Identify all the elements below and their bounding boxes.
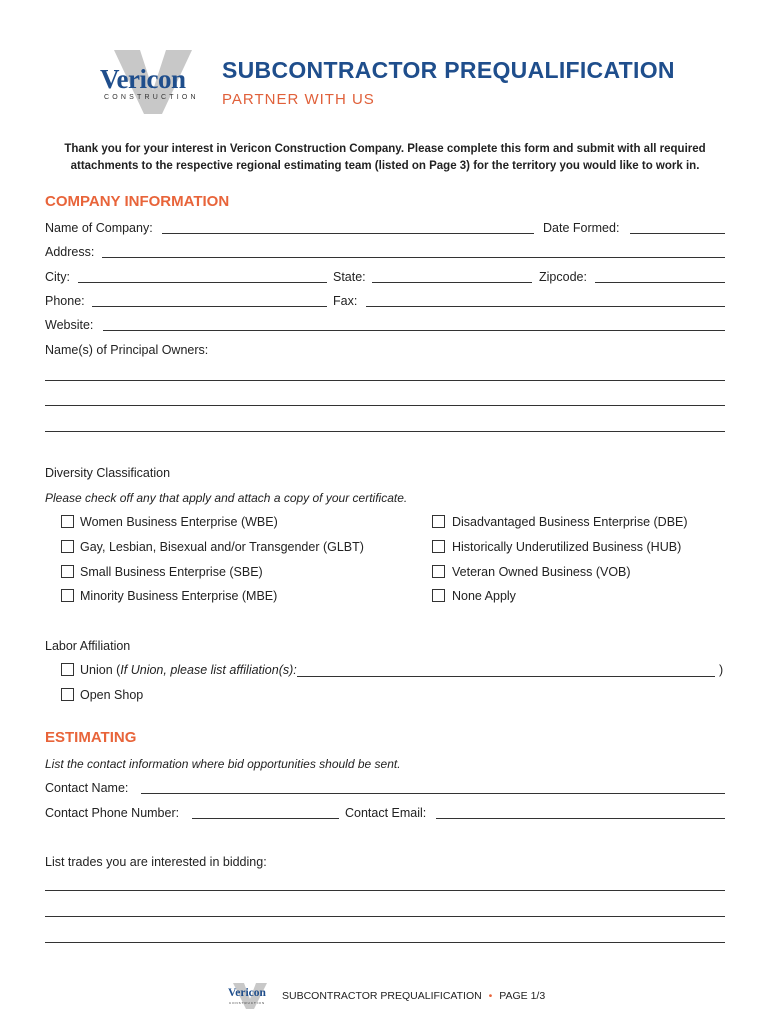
footer-page-number: PAGE 1/3 (499, 990, 546, 1002)
option-glbt-label: Gay, Lesbian, Bisexual and/or Transgender (GLBT) (80, 540, 364, 554)
checkbox-wbe[interactable] (61, 515, 74, 528)
logo-subtext: CONSTRUCTION (104, 94, 199, 101)
checkbox-open-shop[interactable] (61, 688, 74, 701)
labor-heading: Labor Affiliation (45, 639, 131, 653)
union-label-text: Union ( (80, 663, 121, 677)
checkbox-sbe[interactable] (61, 565, 74, 578)
contact-name-field[interactable] (141, 793, 725, 794)
union-label (80, 663, 297, 677)
zipcode-field[interactable] (595, 282, 725, 283)
footer-text (282, 990, 545, 1002)
checkbox-none-apply[interactable] (432, 589, 445, 602)
estimating-section-heading: ESTIMATING (45, 729, 137, 746)
trades-label: List trades you are interested in bidding: (45, 855, 267, 869)
intro-line-1: Thank you for your interest in Vericon Construction Company. Please complete this form and submit with all required (64, 143, 706, 155)
contact-phone-label: Contact Phone Number: (45, 806, 180, 820)
union-close-paren: ) (719, 663, 724, 677)
fax-label: Fax: (333, 294, 358, 308)
union-affiliation-field[interactable] (297, 676, 715, 677)
contact-phone-field[interactable] (192, 818, 339, 819)
company-name-field[interactable] (162, 233, 534, 234)
company-name-label: Name of Company: (45, 221, 153, 235)
footer-bullet: • (488, 990, 493, 1002)
date-formed-field[interactable] (630, 233, 725, 234)
checkbox-hub[interactable] (432, 540, 445, 553)
city-label: City: (45, 270, 70, 284)
phone-field[interactable] (92, 306, 327, 307)
vericon-logo (96, 48, 208, 116)
contact-email-field[interactable] (436, 818, 725, 819)
principal-owners-field-3[interactable] (45, 431, 725, 432)
union-hint: If Union, please list affiliation(s): (120, 663, 297, 677)
diversity-instruction: Please check off any that apply and attach a copy of your certificate. (45, 491, 408, 505)
contact-name-label: Contact Name: (45, 781, 129, 795)
option-sbe-label: Small Business Enterprise (SBE) (80, 565, 263, 579)
state-label: State: (333, 270, 366, 284)
checkbox-vob[interactable] (432, 565, 445, 578)
fax-field[interactable] (366, 306, 725, 307)
company-section-heading: COMPANY INFORMATION (45, 193, 230, 210)
footer-logo (226, 982, 274, 1010)
checkbox-mbe[interactable] (61, 589, 74, 602)
address-field[interactable] (102, 257, 725, 258)
trades-field-1[interactable] (45, 890, 725, 891)
principal-owners-field-1[interactable] (45, 380, 725, 381)
checkbox-union[interactable] (61, 663, 74, 676)
footer-logo-subtext: CONSTRUCTION (229, 1001, 266, 1005)
option-dbe-label: Disadvantaged Business Enterprise (DBE) (452, 515, 688, 529)
zipcode-label: Zipcode: (539, 270, 587, 284)
page-title: SUBCONTRACTOR PREQUALIFICATION (222, 57, 675, 83)
checkbox-glbt[interactable] (61, 540, 74, 553)
state-field[interactable] (372, 282, 532, 283)
website-field[interactable] (103, 330, 725, 331)
option-wbe-label: Women Business Enterprise (WBE) (80, 515, 278, 529)
intro-text (40, 141, 730, 175)
diversity-heading: Diversity Classification (45, 466, 171, 480)
option-mbe-label: Minority Business Enterprise (MBE) (80, 589, 278, 603)
principal-owners-field-2[interactable] (45, 405, 725, 406)
trades-field-2[interactable] (45, 916, 725, 917)
estimating-instruction: List the contact information where bid opportunities should be sent. (45, 757, 401, 771)
city-field[interactable] (78, 282, 327, 283)
option-vob-label: Veteran Owned Business (VOB) (452, 565, 631, 579)
page-subtitle: PARTNER WITH US (222, 91, 375, 108)
logo-wordmark: Vericon (100, 64, 186, 94)
phone-label: Phone: (45, 294, 85, 308)
trades-field-3[interactable] (45, 942, 725, 943)
address-label: Address: (45, 245, 95, 259)
intro-line-2: attachments to the respective regional estimating team (listed on Page 3) for the territory you would like to work in. (70, 160, 700, 172)
website-label: Website: (45, 318, 94, 332)
date-formed-label: Date Formed: (543, 221, 620, 235)
option-none-apply-label: None Apply (452, 589, 516, 603)
footer-logo-wordmark: Vericon (228, 987, 266, 999)
open-shop-label: Open Shop (80, 688, 144, 702)
footer-doc-title: SUBCONTRACTOR PREQUALIFICATION (282, 990, 482, 1002)
checkbox-dbe[interactable] (432, 515, 445, 528)
principal-owners-label: Name(s) of Principal Owners: (45, 343, 209, 357)
contact-email-label: Contact Email: (345, 806, 427, 820)
option-hub-label: Historically Underutilized Business (HUB) (452, 540, 682, 554)
